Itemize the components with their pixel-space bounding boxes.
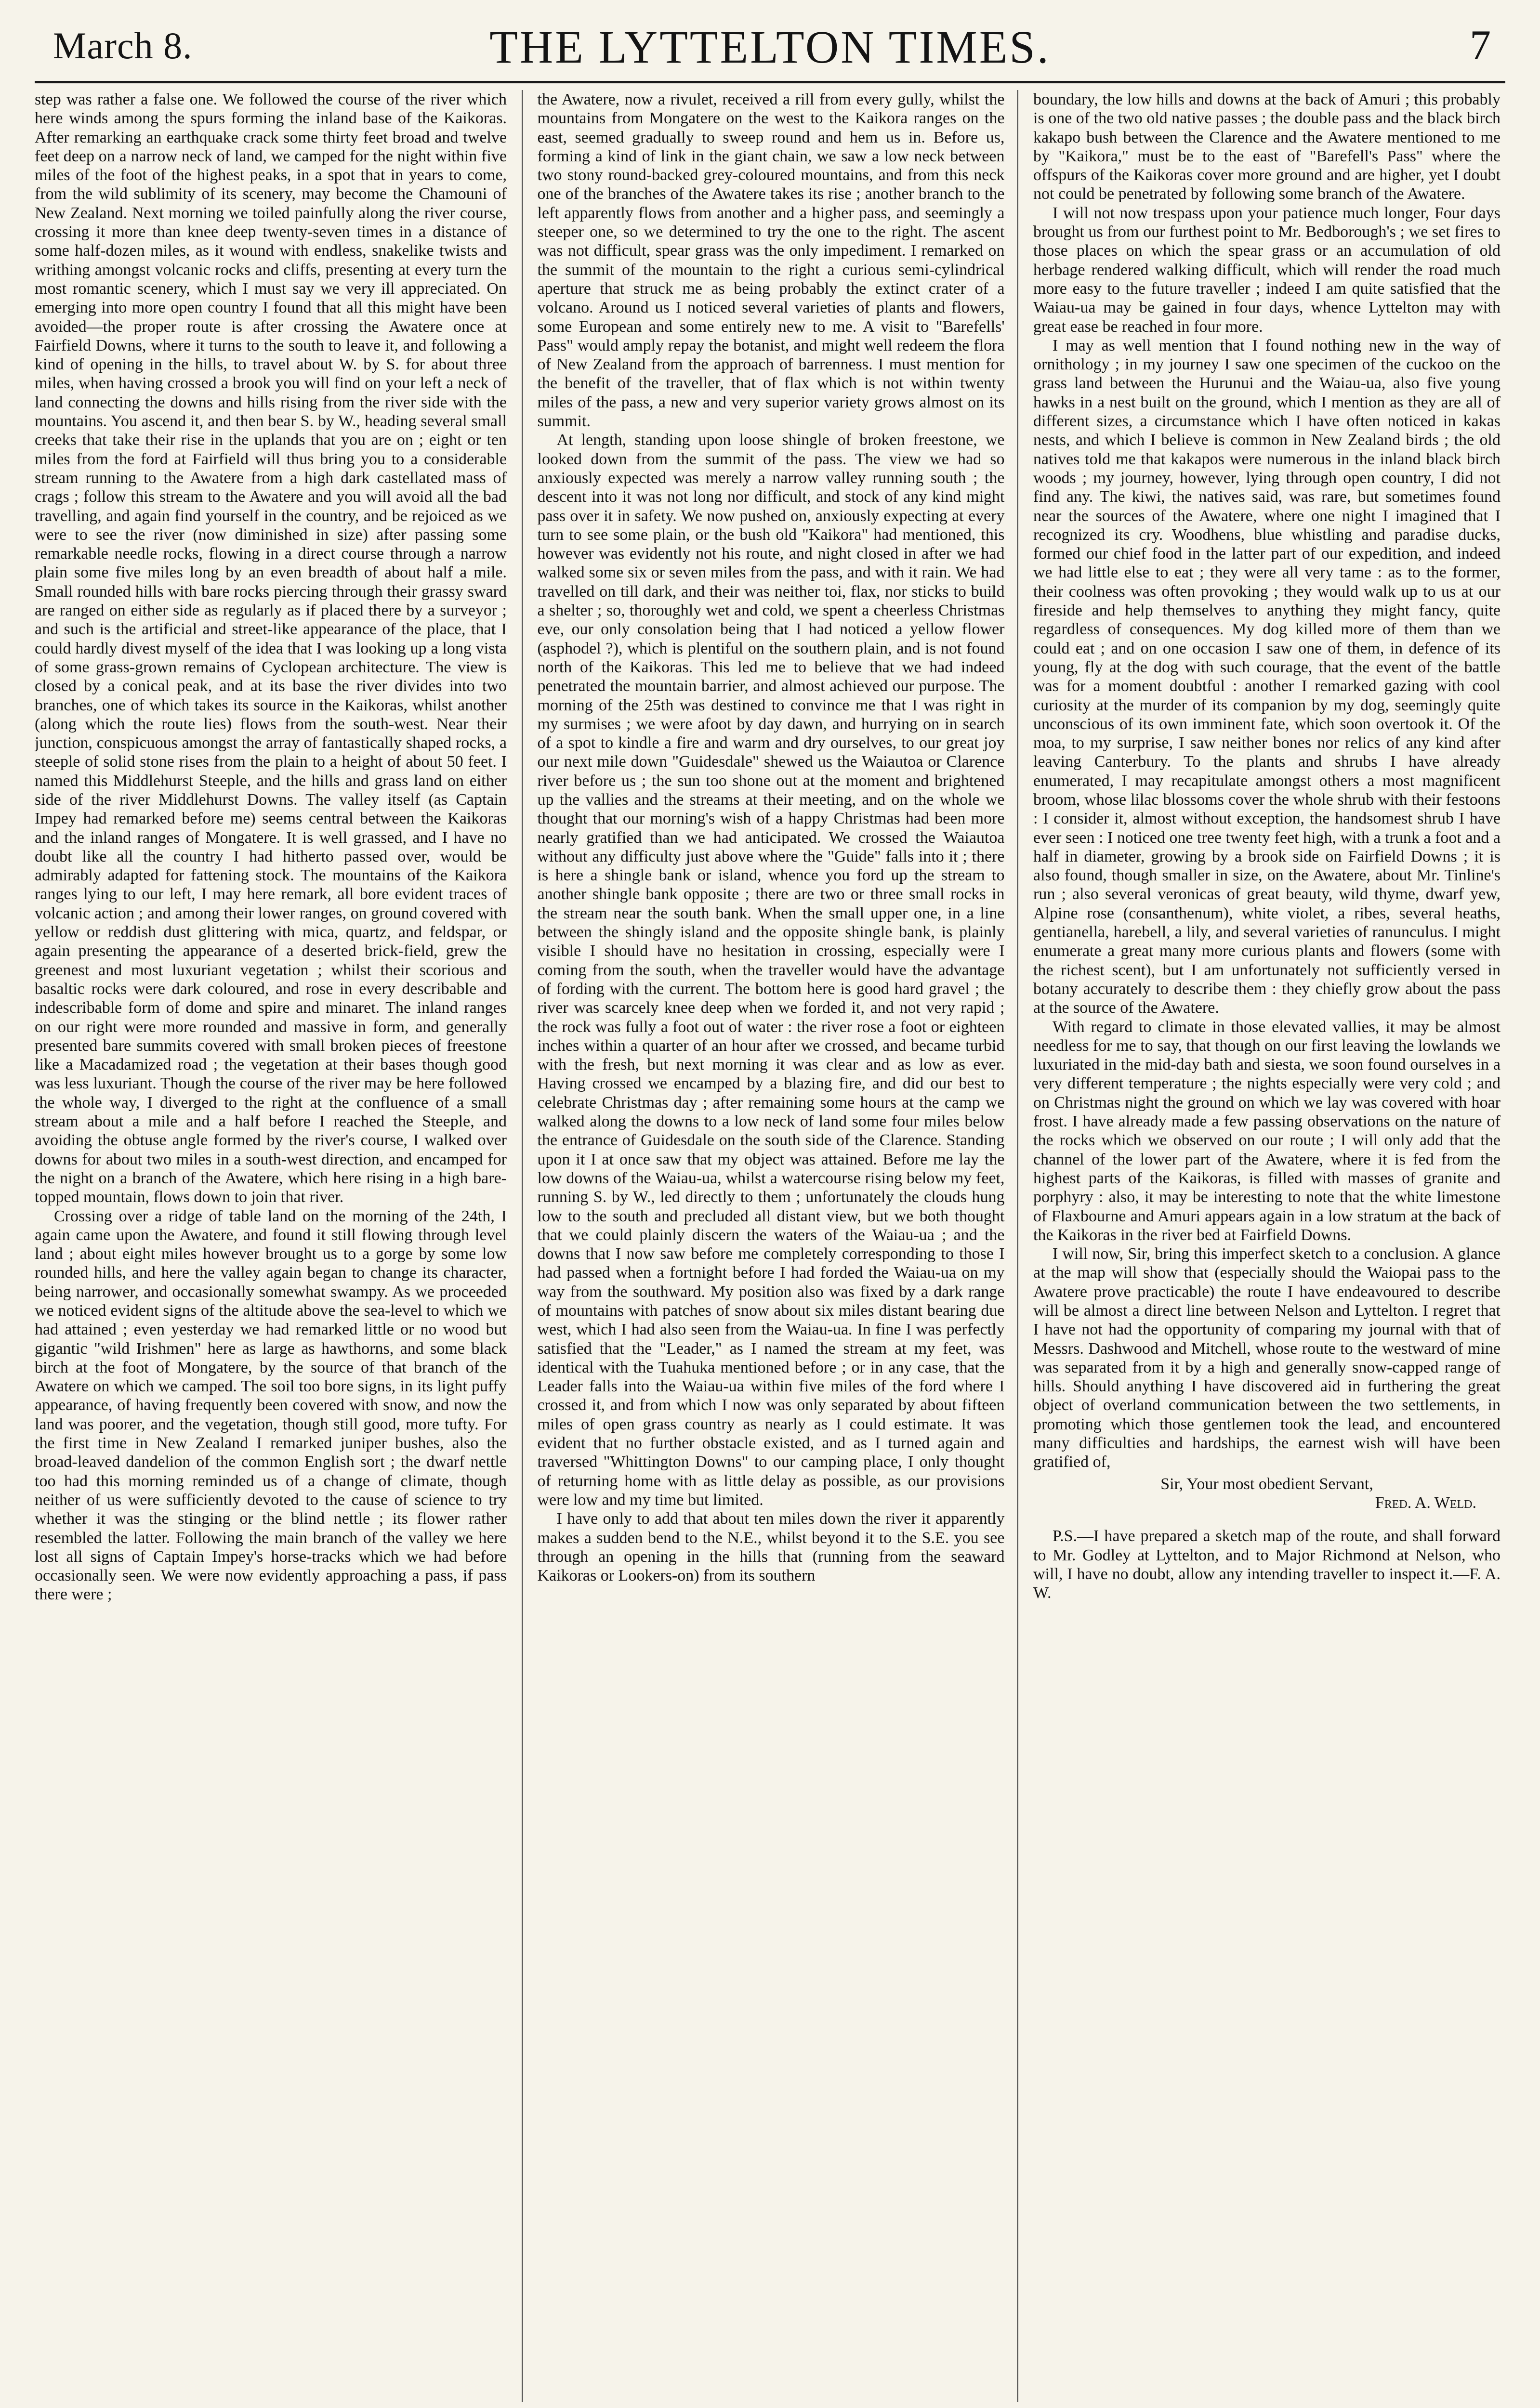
paragraph: At length, standing upon loose shingle of broken freestone, we looked down from the summit of the pass. The view we had so anxiously expected was merely a narrow valley running south ; the descent into it was not long nor difficult, and stock of any kind might pass over it in safety. We now pushed on, anxiously expecting at every turn to see some plain, or the bush old "Kaikora" had mentioned, this however was evidently not his route, and night closed in after we had walked some six or seven miles from the pass, and with it rain. We had travelled on till dark, and their was neither toi, flax, nor sticks to build a shelter ; so, thoroughly wet and cold, we spent a cheerless Christmas eve, our only consolation being that I had noticed a yellow flower (asphodel ?), which is plentiful on the southern plain, and is not found north of the Kaikoras. This led me to believe that we had indeed penetrated the mountain barrier, and almost achieved our purpose. The morning of the 25th was destined to convince me that I was right in my surmises ; we were afoot by day dawn, and hurrying on in search of a spot to kindle a fire and warm and dry ourselves, to our great joy our next mile down "Guidesdale" shewed us the Waiautoa or Clarence river before us ; the sun too shone out at the moment and brightened up the vallies and the streams at their meeting, and on the whole we thought that our morning's wish of a happy Christmas had been more nearly gratified than we had anticipated. We crossed the Waiautoa without any difficulty just above where the "Guide" falls into it ; there is here a shingle bank or island, whence you ford up the stream to another shingle bank opposite ; there are two or three small rocks in the stream near the south bank. When the small upper one, in a line between the shingly island and the opposite shingle bank, is plainly visible I should have no hesitation in crossing, especially were I coming from the south, when the traveller would have the advantage of fording with the current. The bottom here is good hard gravel ; the river was scarcely knee deep when we forded it, and not very rapid ; the rock was fully a foot out of water : the river rose a foot or eighteen inches within a quarter of an hour after we crossed, and became turbid with the fresh, but next morning it was clear and as low as ever. Having crossed we encamped by a blazing fire, and did our best to celebrate Christmas day ; after remaining some hours at the camp we walked along the downs to a low neck of land some four miles below the entrance of Guidesdale on the south side of the Clarence. Standing upon it I at once saw that my object was attained. Before me lay the low downs of the Waiau-ua, whilst a watercourse rising below my feet, running S. by W., led directly to them ; unfortunately the clouds hung low to the south and precluded all distant view, but we both thought that we could plainly discern the waters of the Waiau-ua ; and the downs that I now saw before me completely corresponding to those I had passed when a fortnight before I had forded the Waiau-ua on my way from the southward. My position also was fixed by a dark range of mountains with patches of snow about six miles distant bearing due west, which I had also seen from the Waiau-ua. In fine I was perfectly satisfied that the "Leader," as I named the stream at my feet, was identical with the Tuahuka mentioned before ; or in any case, that the Leader falls into the Waiau-ua within five miles of the ford where I crossed it, and from which I now was only separated by about fifteen miles of open grass country as nearly as I could estimate. It was evident that no further obstacle existed, and as I turned again and traversed "Whittington Downs" to our camping place, I only thought of returning home with as little delay as possible, as our provisions were low and my time but limited. — [537, 431, 1005, 1509]
column-1 — [35, 90, 513, 2402]
paragraph: step was rather a false one. We followed the course of the river which here winds among the spurs forming the inland base of the Kaikoras. After remarking an earthquake crack some thirty feet broad and twelve feet deep on a narrow neck of land, we camped for the night within five miles of the foot of the highest peaks, in a spot that in years to come, from the wild sublimity of its scenery, may become the Chamouni of New Zealand. Next morning we toiled painfully along the river course, crossing it more than knee deep twenty-seven times in a distance of some half-dozen miles, as it wound with endless, snakelike twists and writhing amongst volcanic rocks and cliffs, presenting at every turn the most romantic scenery, which I must say we very ill appreciated. On emerging into more open country I found that all this might have been avoided—the proper route is after crossing the Awatere once at Fairfield Downs, where it turns to the south to leave it, and following a kind of opening in the hills, to travel about W. by S. for about three miles, when having crossed a brook you will find on your left a neck of land connecting the downs and hills rising from the river side with the mountains. You ascend it, and then bear S. by W., heading several small creeks that take their rise in the uplands that you are on ; eight or ten miles from the ford at Fairfield will thus bring you to a considerable stream running to the Awatere from a high dark castellated mass of crags ; follow this stream to the Awatere and you will avoid all the bad travelling, and again find yourself in the country, and be rejoiced as we were to see the river (now diminished in size) after passing some remarkable needle rocks, flowing in a direct course through a narrow plain some five miles long by an even breadth of about half a mile. Small rounded hills with bare rocks piercing through their grassy sward are ranged on either side as regularly as if placed there by a surveyor ; and such is the artificial and street-like appearance of the place, that I could hardly divest myself of the idea that I was looking up a long vista of some grass-grown remains of Cyclopean architecture. The view is closed by a conical peak, and at its base the river divides into two branches, one of which takes its source in the Kaikoras, whilst another (along which the route lies) flows from the south-west. Near their junction, conspicuous amongst the array of fantastically shaped rocks, a steeple of solid stone rises from the plain to a height of about 50 feet. I named this Middlehurst Steeple, and the hills and grass land on either side of the river Middlehurst Downs. The valley itself (as Captain Impey had remarked before me) seems central between the Kaikoras and the inland ranges of Mongatere. It is well grassed, and I have no doubt like all the country I had hitherto passed over, would be admirably adapted for fattening stock. The mountains of the Kaikora ranges lying to our left, I may here remark, all bore evident traces of volcanic action ; and among their lower ranges, on ground covered with yellow or reddish dust glittering with mica, quartz, and feldspar, or again presenting the appearance of a deserted brick-field, grew the greenest and most luxuriant vegetation ; whilst their scorious and basaltic rocks were dark coloured, and rose in every describable and indescribable form of dome and spire and minaret. The inland ranges on our right were more rounded and massive in form, and generally presented bare summits covered with small broken pieces of freestone like a Macadamized road ; the vegetation at their bases though good was less luxuriant. Though the course of the river may be here followed the whole way, I diverged to the right at the confluence of a small stream about a mile and a half before I reached the Steeple, and avoiding the obtuse angle formed by the river's course, I walked over downs for about two miles in a south-west direction, and encamped for the night on a branch of the Awatere, which here rising in a high bare-topped mountain, flows down to join that river. — [35, 91, 507, 1206]
page-number: 7 — [1470, 22, 1491, 69]
paragraph: the Awatere, now a rivulet, received a rill from every gully, whilst the mountains from Mongatere on the west to the Kaikora ranges on the east, seemed gradually to sweep round and hem us in. Before us, forming a kind of link in the giant chain, we saw a low neck between two stony round-backed grey-coloured mountains, and from this neck one of the branches of the Awatere takes its rise ; another branch to the left apparently flows from another and a higher pass, and seemingly a steeper one, so we determined to try the one to the right. The ascent was not difficult, spear grass was the only impediment. I remarked on the summit of the mountain to the right a curious semi-cylindrical aperture that struck me as being probably the extinct crater of a volcano. Around us I noticed several varieties of plants and flowers, some European and some entirely new to me. A visit to "Barefells' Pass" would amply repay the botanist, and might well redeem the flora of New Zealand from the approach of barrenness. I must mention for the benefit of the traveller, that of flax which is not within twenty miles of the pass, a new and very superior variety grows almost on its summit. — [537, 91, 1005, 431]
newspaper-title: THE LYTTELTON TIMES. — [489, 21, 1051, 73]
column-rule — [1017, 90, 1018, 2402]
paragraph: With regard to climate in those elevated vallies, it may be almost needless for me to say, that though on our first leaving the lowlands we luxuriated in the mid-day bath and siesta, we soon found ourselves in a very different temperature ; the nights especially were very cold ; and on Christmas night the ground on which we lay was covered with hoar frost. I have already made a few passing observations on the nature of the rocks which we observed on our route ; I will only add that the channel of the lower part of the Awatere, where it is fed from the highest parts of the Kaikoras, is filled with masses of granite and porphyry : also, it may be interesting to note that the white limestone of Flaxbourne and Amuri appears again in a low stratum at the back of the Kaikoras in the river bed at Fairfield Downs. — [1033, 1018, 1501, 1244]
issue-date: March 8. — [53, 25, 193, 66]
paragraph: I may as well mention that I found nothing new in the way of ornithology ; in my journey I saw one specimen of the cuckoo on the grass land between the Hurunui and the Waiau-ua, also five young hawks in a nest built on the ground, which I mention as they are all of different sizes, a circumstance which I have often noticed in kakas nests, and which I believe is common in New Zealand birds ; the old natives told me that kakapos were numerous in the inland black birch woods ; my journey, however, lying through open country, I did not find any. The kiwi, the natives said, was rare, but sometimes found near the sources of the Awatere, where one night I imagined that I recognized its cry. Woodhens, blue whistling and paradise ducks, formed our chief food in the latter part of our expedition, and indeed we had little else to eat ; they were all very tame : as to the former, their coolness was often provoking ; they would walk up to us at our fireside and help themselves to anything they might fancy, quite regardless of consequences. My dog killed more of them than we could eat ; and on one occasion I saw one of them, in defence of its young, fly at the dog with such courage, that the event of the battle was for a moment doubtful : another I remarked gazing with cool curiosity at the murder of its companion by my dog, seemingly quite unconscious of its own imminent fate, which soon overtook it. Of the moa, to my surprise, I saw neither bones nor relics of any kind after leaving Canterbury. To the plants and shrubs I have already enumerated, I may recapitulate amongst others a most magnificent broom, whose lilac blossoms cover the whole shrub with their festoons : I consider it, almost without exception, the handsomest shrub I have ever seen : I noticed one tree twenty feet high, with a trunk a foot and a half in diameter, growing by a brook side on Fairfield Downs ; it is also found, though smaller in size, on the Awatere, about Mr. Tinline's run ; also several veronicas of great beauty, wild thyme, dwarf yew, Alpine rose (consanthenum), white violet, a ribes, several heaths, gentianella, harebell, a lily, and several varieties of ranunculus. I might enumerate a great many more curious plants and flowers (some with the richest scent), but I am unfortunately not sufficiently versed in botany accurately to describe them : they chiefly grow about the pass at the source of the Awatere. — [1033, 336, 1501, 1017]
postscript: P.S.—I have prepared a sketch map of the route, and shall forward to Mr. Godley at Lyttelton, and to Major Richmond at Nelson, who will, I have no doubt, allow any intending traveller to inspect it.—F. A. W. — [1033, 1527, 1501, 1602]
paragraph: I have only to add that about ten miles down the river it apparently makes a sudden bend to the N.E., whilst beyond it to the S.E. you see through an opening in the hills that (running from the seaward Kaikoras or Lookers-on) from its southern — [537, 1510, 1005, 1585]
masthead — [35, 19, 1505, 83]
column-2 — [531, 90, 1010, 2402]
article-columns — [35, 90, 1505, 2402]
paragraph: Crossing over a ridge of table land on the morning of the 24th, I again came upon the Awatere, and found it still flowing through level land ; about eight miles however brought us to a gorge by some low rounded hills, and here the valley again began to change its character, being narrower, and occasionally somewhat swampy. As we proceeded we noticed evident signs of the altitude above the sea-level to which we had attained ; even yesterday we had remarked little or no wood but gigantic "wild Irishmen" here as large as hawthorns, and some black birch at the foot of Mongatere, by the source of that branch of the Awatere on which we camped. The soil too bore signs, in its light puffy appearance, of having frequently been covered with snow, and now the land was poorer, and the vegetation, though still good, more tufty. For the first time in New Zealand I remarked juniper bushes, also the broad-leaved dandelion of the common English sort ; the dwarf nettle too had this morning reminded us of a change of climate, though neither of us were sufficiently devoted to the cause of science to try whether it was the stinging or the blind nettle ; its flower rather resembled the latter. Following the main branch of the valley we here lost all signs of Captain Impey's horse-tracks which we had before occasionally seen. We were now evidently approaching a pass, if pass there were ; — [35, 1207, 507, 1604]
paragraph: I will now, Sir, bring this imperfect sketch to a conclusion. A glance at the map will show that (especially should the Waiopai pass to the Awatere prove practicable) the route I have endeavoured to describe will be almost a direct line between Nelson and Lyttelton. I regret that I have not had the opportunity of comparing my journal with that of Messrs. Dashwood and Mitchell, whose route to the westward of mine was separated from it by a high and generally snow-capped range of hills. Should anything I have discovered aid in furthering the great object of overland communication between the two settlements, in promoting which those gentlemen took the lead, and encountered many difficulties and hardships, the earnest wish will have been gratified of, — [1033, 1245, 1501, 1471]
letter-signature: Fred. A. Weld. — [1375, 1493, 1476, 1512]
letter-salutation: Sir, Your most obedient Servant, — [1160, 1475, 1373, 1493]
column-rule — [522, 90, 523, 2402]
paragraph: boundary, the low hills and downs at the back of Amuri ; this probably is one of the two old native passes ; the double pass and the black birch kakapo bush between the Clarence and the Awatere mentioned to me by "Kaikora," must be to the east of "Barefell's Pass" where the offspurs of the Kaikoras cover more ground and are higher, yet I doubt not could be penetrated by following some branch of the Awatere. — [1033, 91, 1501, 203]
paragraph: I will not now trespass upon your patience much longer, Four days brought us from our furthest point to Mr. Bedborough's ; we set fires to those places on which the spear grass or an accumulation of old herbage rendered walking difficult, which will render the road much more easy to the future traveller ; indeed I am quite satisfied that the Waiau-ua may be gained in four days, whence Lyttelton may with great ease be reached in four more. — [1033, 204, 1501, 336]
column-3 — [1027, 90, 1505, 2402]
